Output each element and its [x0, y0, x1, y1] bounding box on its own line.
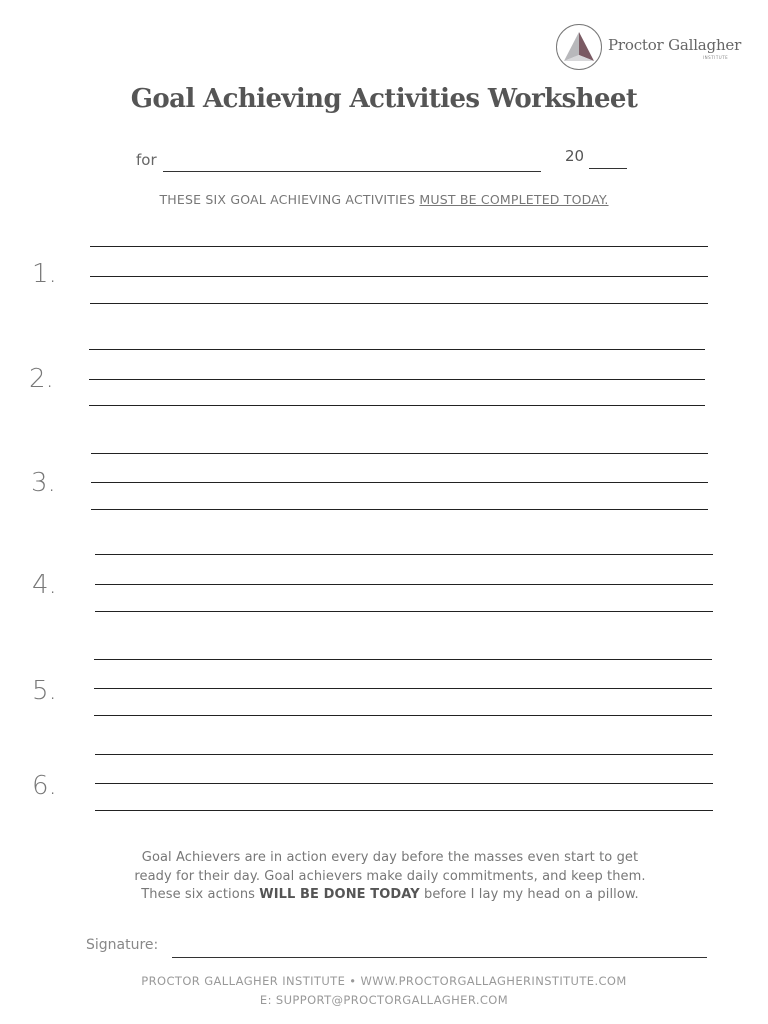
activity-number-3: 3. — [31, 468, 56, 498]
activity-number-6: 6. — [32, 771, 57, 801]
activity-number-5: 5. — [32, 676, 57, 706]
page-title: Goal Achieving Activities Worksheet — [130, 84, 638, 114]
logo-name: Proctor Gallagher — [608, 36, 742, 54]
logo — [556, 24, 742, 74]
activity-3-line-1[interactable] — [91, 453, 708, 454]
instruction-emphasis: MUST BE COMPLETED TODAY. — [419, 192, 609, 207]
instruction-text — [0, 192, 768, 207]
activity-4-line-1[interactable] — [95, 554, 713, 555]
quote-emphasis: WILL BE DONE TODAY — [259, 887, 420, 902]
activity-5-line-1[interactable] — [94, 659, 712, 660]
footer-line-1: PROCTOR GALLAGHER INSTITUTE • WWW.PROCTORGALLAGHERINSTITUTE.COM — [141, 974, 627, 988]
activity-number-2: 2. — [29, 364, 54, 394]
signature-line[interactable] — [172, 957, 707, 958]
activity-6-line-2[interactable] — [95, 783, 713, 784]
year-field-line[interactable] — [589, 168, 627, 169]
activity-5-line-2[interactable] — [94, 688, 712, 689]
activity-5-line-3[interactable] — [94, 715, 712, 716]
activity-2-line-2[interactable] — [89, 379, 705, 380]
triangle-logo-icon — [556, 24, 602, 70]
year-label: 20 — [565, 147, 585, 165]
activity-3-line-2[interactable] — [91, 482, 708, 483]
activity-6-line-3[interactable] — [95, 810, 713, 811]
activity-1-line-1[interactable] — [90, 246, 708, 247]
activity-1-line-2[interactable] — [90, 276, 708, 277]
instruction-plain: THESE SIX GOAL ACHIEVING ACTIVITIES — [159, 192, 420, 207]
activity-number-1: 1. — [32, 259, 57, 289]
activity-2-line-1[interactable] — [89, 349, 705, 350]
signature-label: Signature: — [86, 937, 159, 953]
activity-4-line-2[interactable] — [95, 584, 713, 585]
activity-4-line-3[interactable] — [95, 611, 713, 612]
activity-3-line-3[interactable] — [91, 509, 708, 510]
activity-number-4: 4. — [32, 570, 57, 600]
motivational-quote — [90, 849, 690, 905]
activity-2-line-3[interactable] — [89, 405, 705, 406]
activity-1-line-3[interactable] — [90, 303, 708, 304]
quote-line-3-pre: These six actions — [141, 887, 260, 902]
quote-line-3 — [90, 886, 690, 905]
for-field-line[interactable] — [163, 171, 541, 172]
quote-line-1: Goal Achievers are in action every day before the masses even start to get — [141, 850, 639, 865]
footer-line-2: E: SUPPORT@PROCTORGALLAGHER.COM — [259, 993, 509, 1007]
activity-6-line-1[interactable] — [95, 754, 713, 755]
quote-line-2: ready for their day. Goal achievers make daily commitments, and keep them. — [134, 868, 646, 884]
logo-subtitle: INSTITUTE — [703, 55, 729, 60]
quote-line-3-post: before I lay my head on a pillow. — [419, 887, 639, 902]
for-label: for — [136, 151, 157, 169]
